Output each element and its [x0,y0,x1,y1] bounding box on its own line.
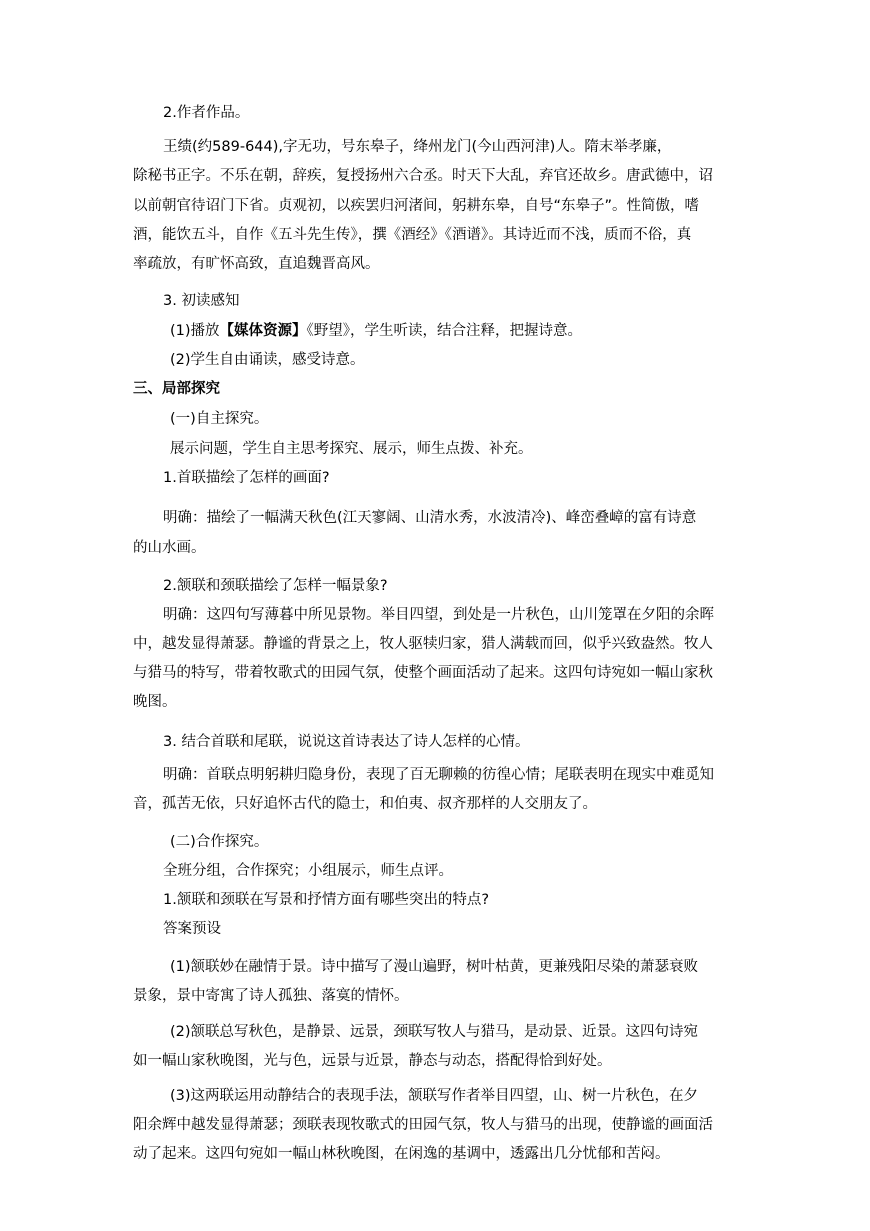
answer-line: 明确：描绘了一幅满天秋色(江天寥阔、山清水秀，水波清冷)、峰峦叠嶂的富有诗意 [163,510,697,526]
answer-line: 阳余辉中越发显得萧瑟；颈联表现牧歌式的田园气氛，牧人与猎马的出现，使静谧的画面活 [133,1117,713,1133]
paragraph-line: 全班分组，合作探究；小组展示，师生点评。 [163,863,453,879]
answer-line: 的山水画。 [133,540,206,556]
part-heading: 三、局部探究 [133,381,220,397]
paragraph-line: 除秘书正字。不乐在朝，辞疾，复授扬州六合丞。时天下大乱，弃官还故乡。唐武德中，诏 [133,168,713,184]
section-heading: 3. 初读感知 [163,293,240,309]
question: 1.首联描绘了怎样的画面? [163,470,330,486]
question: 3. 结合首联和尾联，说说这首诗表达了诗人怎样的心情。 [163,734,530,750]
list-item [170,322,582,340]
answer-line: (1)颔联妙在融情于景。诗中描写了漫山遍野，树叶枯黄，更兼残阳尽染的萧瑟衰败 [170,959,699,975]
answer-line: 景象，景中寄寓了诗人孤独、落寞的情怀。 [133,988,409,1004]
subsection-heading: (一)自主探究。 [170,411,269,427]
paragraph-line: 酒，能饮五斗，自作《五斗先生传》，撰《酒经》《酒谱》。其诗近而不浅，质而不俗，真 [133,227,692,243]
answer-line: (2)颔联总写秋色，是静景、远景，颈联写牧人与猎马，是动景、近景。这四句诗宛 [170,1024,699,1040]
answer-line: 明确：这四句写薄暮中所见景物。举目四望，到处是一片秋色，山川笼罩在夕阳的余晖 [163,607,714,623]
answer-line: 中，越发显得萧瑟。静谧的背景之上，牧人驱犊归家，猎人满载而回，似乎兴致盎然。牧人 [133,636,713,652]
list-item-text: 《野望》，学生听读，结合注释，把握诗意。 [306,323,583,339]
list-item: (2)学生自由诵读，感受诗意。 [170,352,365,368]
answer-line: 晚图。 [133,694,177,710]
answer-line: 动了起来。这四句宛如一幅山林秋晚图，在闲逸的基调中，透露出几分忧郁和苦闷。 [133,1146,670,1162]
answer-line: 与猎马的特写，带着牧歌式的田园气氛，使整个画面活动了起来。这四句诗宛如一幅山家秋 [133,665,713,681]
question: 1.颔联和颈联在写景和抒情方面有哪些突出的特点? [163,892,490,908]
subsection-heading: (二)合作探究。 [170,834,269,850]
answer-label: 答案预设 [163,921,221,937]
answer-line: 明确：首联点明躬耕归隐身份，表现了百无聊赖的彷徨心情；尾联表明在现实中难觅知 [163,767,714,783]
list-item-prefix: (1)播放 [170,323,220,339]
answer-line: (3)这两联运用动静结合的表现手法，颔联写作者举目四望，山、树一片秋色，在夕 [170,1088,699,1104]
media-resource-label: 【媒体资源】 [219,323,307,339]
section-heading: 2.作者作品。 [163,105,250,121]
answer-line: 如一幅山家秋晚图，光与色，远景与近景，静态与动态，搭配得恰到好处。 [133,1053,612,1069]
paragraph-line: 展示问题，学生自主思考探究、展示，师生点拨、补充。 [170,441,533,457]
question: 2.颔联和颈联描绘了怎样一幅景象? [163,578,388,594]
paragraph-line: 以前朝官待诏门下省。贞观初，以疾罢归河渚间，躬耕东皋，自号“东皋子”。性简傲，嗜 [133,198,700,214]
paragraph-line: 率疏放，有旷怀高致，直追魏晋高风。 [133,256,380,272]
paragraph-line: 王绩(约589-644),字无功，号东皋子，绛州龙门(今山西河津)人。隋末举孝廉， [163,139,672,155]
answer-line: 音，孤苦无依，只好追怀古代的隐士，和伯夷、叔齐那样的人交朋友了。 [133,796,597,812]
